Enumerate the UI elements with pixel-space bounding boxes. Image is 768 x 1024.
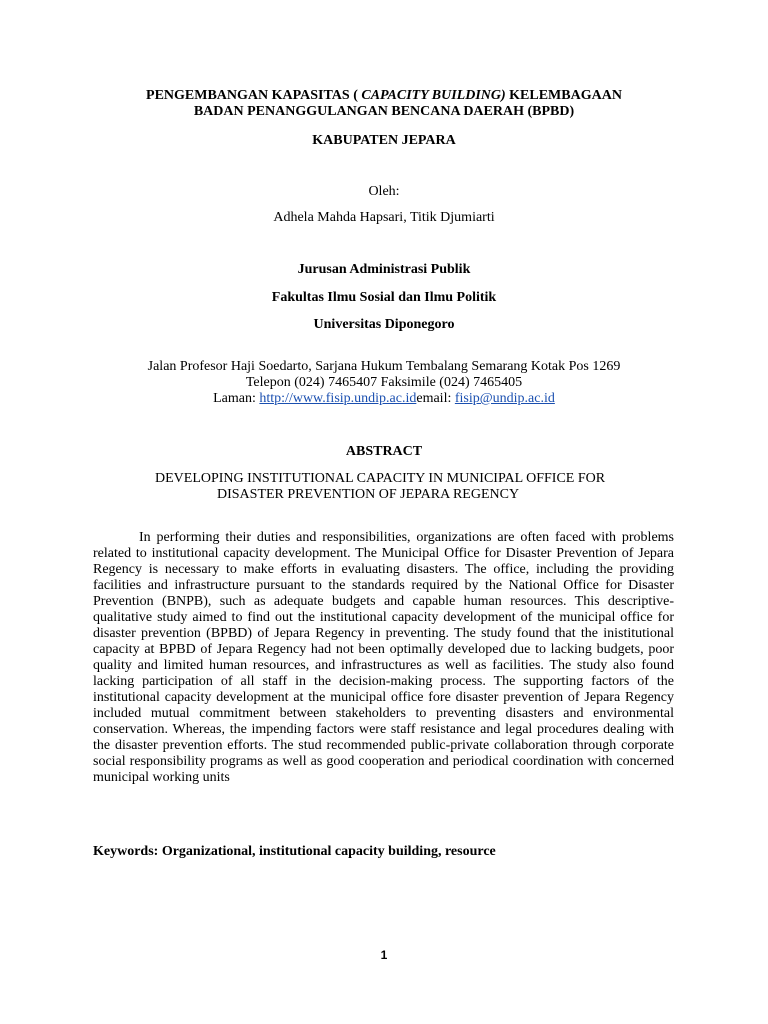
author-names: Adhela Mahda Hapsari, Titik Djumiarti bbox=[273, 210, 495, 225]
email-label: email: bbox=[416, 391, 455, 406]
department-name: Jurusan Administrasi Publik bbox=[297, 262, 471, 277]
abstract-title-line-1: DEVELOPING INSTITUTIONAL CAPACITY IN MUNICIPAL OFFICE FOR bbox=[155, 471, 606, 486]
website-link[interactable]: http://www.fisip.undip.ac.id bbox=[259, 391, 417, 406]
paper-title-line-3: KABUPATEN JEPARA bbox=[312, 133, 456, 148]
address-web bbox=[0, 391, 768, 407]
abstract-heading: ABSTRACT bbox=[345, 444, 423, 459]
web-label: Laman: bbox=[213, 391, 260, 406]
email-link[interactable]: fisip@undip.ac.id bbox=[454, 391, 555, 406]
keywords-line: Keywords: Organizational, institutional capacity building, resource bbox=[93, 844, 496, 859]
abstract-body bbox=[93, 530, 674, 786]
university-name: Universitas Diponegoro bbox=[313, 317, 455, 332]
faculty-name: Fakultas Ilmu Sosial dan Ilmu Politik bbox=[271, 290, 497, 305]
title-text-post: KELEMBAGAAN bbox=[505, 88, 622, 103]
page-number: 1 bbox=[380, 948, 388, 962]
title-text-pre: PENGEMBANGAN KAPASITAS ( bbox=[146, 88, 362, 103]
paper-title-line-1 bbox=[0, 88, 768, 104]
abstract-paragraph: In performing their duties and responsibilities, organizations are often faced with problems related to institutional capacity development. The Municipal Office for Disaster Prevention of Jepara Regency is necessary to make efforts in evaluating disasters. The office, including the providing facilities and infrastructure pursuant to the standards required by the National Office for Disaster Prevention (BNPB), such as adequate budgets and capable human resources. This descriptive-qualitative study aimed to find out the institutional capacity development of the municipal office for disaster prevention (BPBD) of Jepara Regency in preventing. The study found that the inistitutional capacity at BPBD of Jepara Regency had not been optimally developed due to lacking budgets, poor quality and limited human resources, and infrastructures as well as facilities. The study also found lacking participation of all staff in the decision-making process. The supporting factors of the institutional capacity development at the municipal office fore disaster prevention of Jepara Regency included mutual commitment between stakeholders to preventing disasters and environmental conservation. Whereas, the impending factors were staff resistance and legal procedures dealing with the disaster prevention efforts. The stud recommended public-private collaboration through corporate social responsibility programs as well as good cooperation and periodical coordination with concerned municipal working units bbox=[93, 530, 674, 785]
address-street: Jalan Profesor Haji Soedarto, Sarjana Hukum Tembalang Semarang Kotak Pos 1269 bbox=[147, 359, 621, 374]
title-text-italic: CAPACITY BUILDING) bbox=[361, 88, 506, 103]
byline-label: Oleh: bbox=[368, 184, 400, 199]
abstract-title-line-2: DISASTER PREVENTION OF JEPARA REGENCY bbox=[217, 487, 520, 502]
paper-title-line-2: BADAN PENANGGULANGAN BENCANA DAERAH (BPBD) bbox=[193, 104, 575, 119]
address-phone: Telepon (024) 7465407 Faksimile (024) 7465405 bbox=[245, 375, 523, 390]
